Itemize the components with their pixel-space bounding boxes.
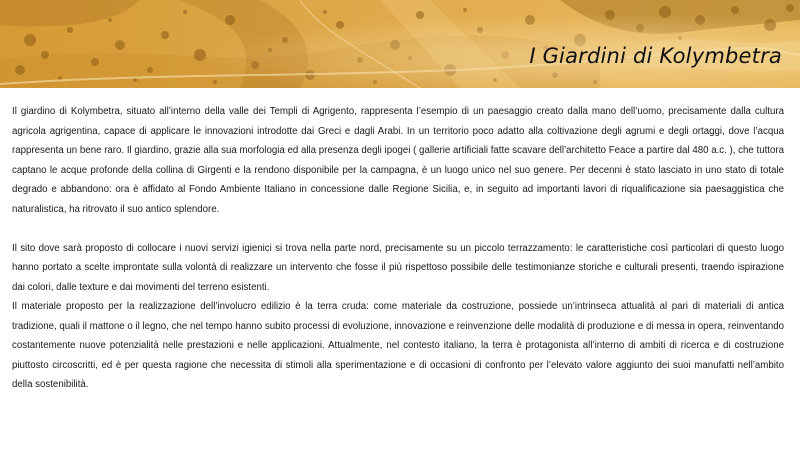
paragraph-spacer	[12, 219, 784, 239]
paragraph-history: Il giardino di Kolymbetra, situato all’interno della valle dei Templi di Agrigento, rappresenta l’esempio di un paesaggio creato dalla mano dell’uomo, precisamente dalla cultura agricola agrigentina, capace di applicare le innovazioni introdotte dai Greci e dagli Arabi. In un territorio poco adatto alla coltivazione degli agrumi e degli ortaggi, dove l’acqua rappresenta un bene raro. Il giardino, grazie alla sua morfologia ed alla presenza degli ipogei ( gallerie artificiali fatte scavare dell’architetto Feace a partire dal 480 a.c. ), che tuttora captano le acque profonde della collina di Girgenti e la rendono disponibile per la campagna, è un luogo unico nel suo genere. Per decenni è stato lasciato in uno stato di totale degrado e abbandono: ora è affidato al Fondo Ambiente Italiano in concessione dalle Regione Sicilia, e, in seguito ad importanti lavori di riqualificazione sia paesaggistica che naturalistica, ha ritrovato il suo antico splendore.	[12, 106, 784, 215]
article-body	[12, 102, 784, 395]
header-banner	[0, 0, 800, 88]
paragraph-material: Il materiale proposto per la realizzazione dell’involucro edilizio è la terra cruda: come materiale da costruzione, possiede un’intrinseca attualità al pari di materiali di antica tradizione, quali il mattone o il legno, che nel tempo hanno subito processi di evoluzione, innovazione e reinvenzione delle modalità di produzione e di messa in opera, reinventando costantemente nuove potenzialità nelle prestazioni e nelle applicazioni. Attualmente, nel contesto italiano, la terra è protagonista all’interno di ambiti di ricerca e di costruzione piuttosto circoscritti, ed è per questa ragione che necessita di stimoli alla sperimentazione e di occasioni di confronto per l’elevato valore aggiunto dei suoi manufatti nell’ambito della sostenibilità.	[12, 301, 784, 390]
page-title: I Giardini di Kolymbetra	[529, 44, 782, 68]
paragraph-site: Il sito dove sarà proposto di collocare i nuovi servizi igienici si trova nella parte nord, precisamente su un piccolo terrazzamento: le caratteristiche così particolari di questo luogo hanno portato a scelte improntate sulla volontà di realizzare un intervento che fosse il più rispettoso possibile delle testimonianze storiche e culturali presenti, traendo ispirazione dai colori, dalle texture e dai movimenti del terreno esistenti.	[12, 242, 784, 293]
